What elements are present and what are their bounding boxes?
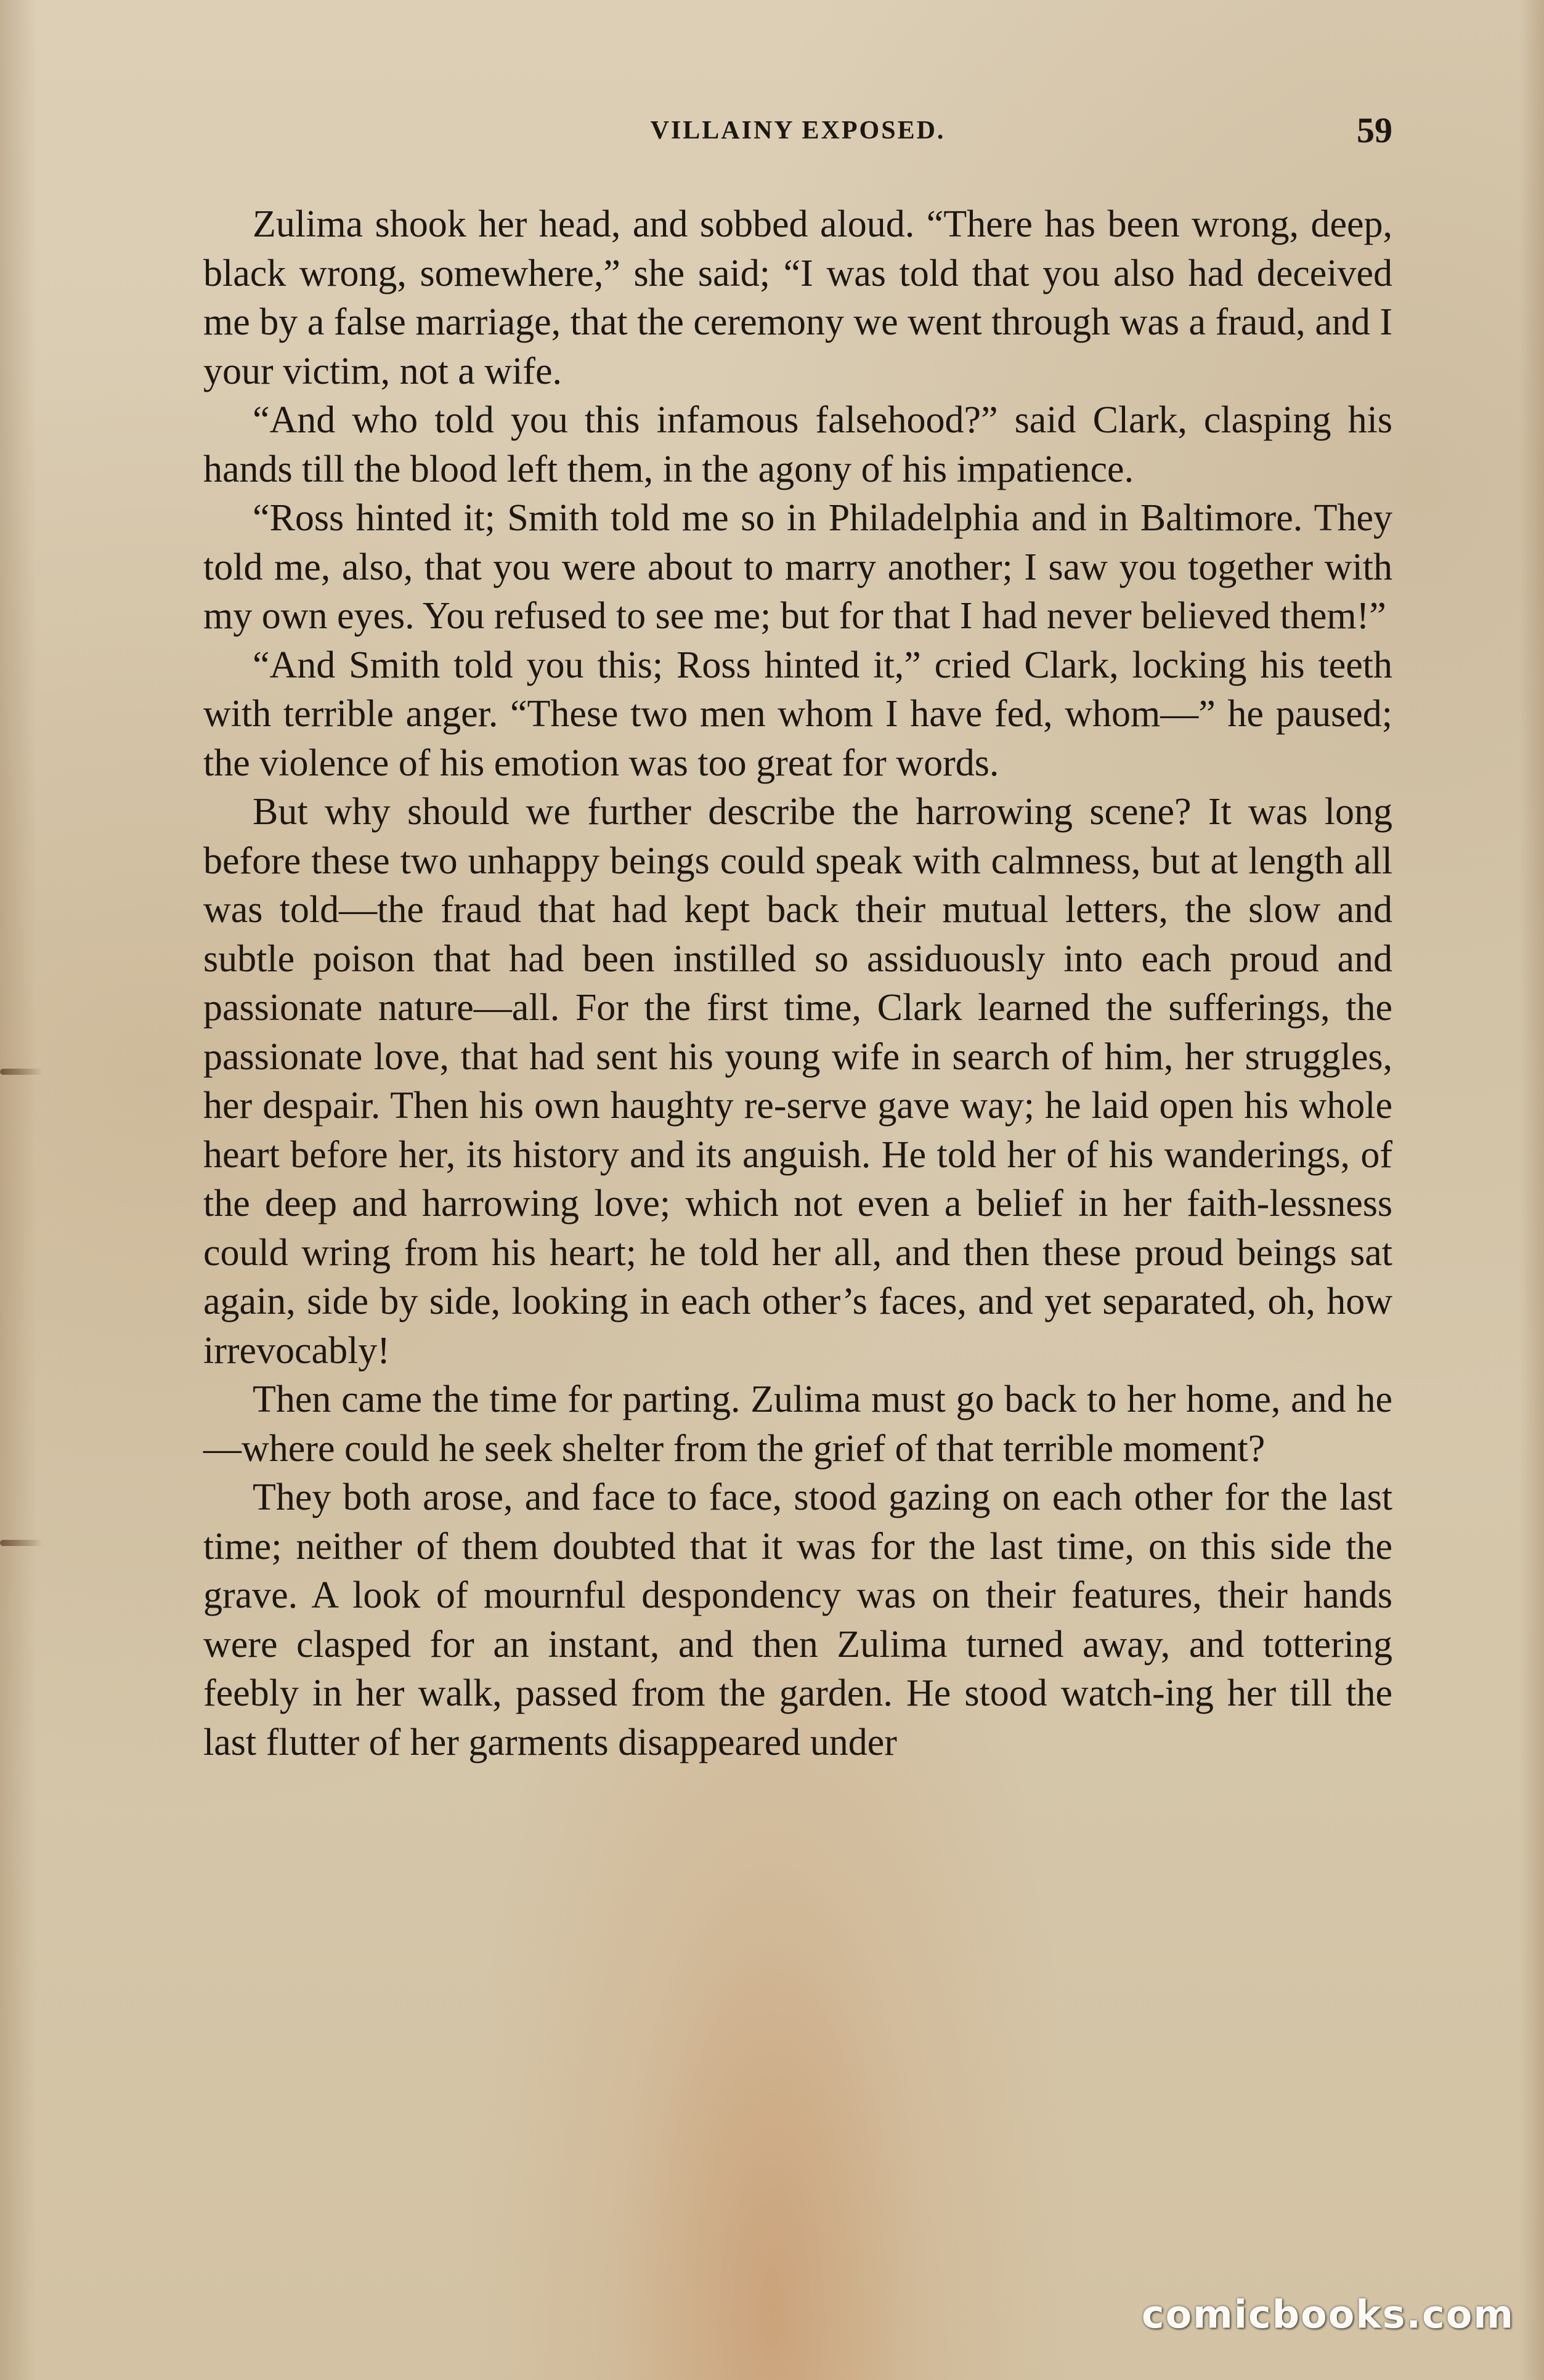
binding-mark: [0, 1069, 43, 1075]
paragraph: “And who told you this infamous falsehood?” said Clark, clasping his hands till the blood left them, in the agony of his impatience.: [203, 399, 1392, 490]
paragraph: “And Smith told you this; Ross hinted it,” cried Clark, locking his teeth with terrible anger. “These two men whom I have fed, whom—” he paused; the violence of his emotion was too great for words.: [203, 644, 1392, 784]
running-head: [203, 110, 1392, 153]
paragraph: They both arose, and face to face, stood gazing on each other for the last time; neither of them doubted that it was for the last time, on this side the grave. A look of mournful despondency was on their features, their hands were clasped for an instant, and then Zulima turned away, and tottering feebly in her walk, passed from the garden. He stood watch-ing her till the last flutter of her garments disappeared under: [203, 1476, 1392, 1763]
page-edge-left: [0, 0, 37, 2380]
page-edge-right: [1519, 0, 1544, 2380]
chapter-title: VILLAINY EXPOSED.: [650, 116, 946, 145]
paragraph: Then came the time for parting. Zulima must go back to her home, and he—where could he seek shelter from the grief of that terrible moment?: [203, 1378, 1392, 1470]
paragraph: “Ross hinted it; Smith told me so in Philadelphia and in Baltimore. They told me, also, that you were about to marry another; I saw you together with my own eyes. You refused to see me; but for that I had never believed them!”: [203, 497, 1392, 637]
binding-mark: [0, 1540, 43, 1546]
paragraph: But why should we further describe the harrowing scene? It was long before these two unhappy beings could speak with calmness, but at length all was told—the fraud that had kept back their mutual letters, the slow and subtle poison that had been instilled so assiduously into each proud and passionate nature—all. For the first time, Clark learned the sufferings, the passionate love, that had sent his young wife in search of him, her struggles, her despair. Then his own haughty re-serve gave way; he laid open his whole heart before her, its history and its anguish. He told her of his wanderings, of the deep and harrowing love; which not even a belief in her faith-lessness could wring from his heart; he told her all, and then these proud beings sat again, side by side, looking in each other’s faces, and yet separated, oh, how irrevocably!: [203, 791, 1392, 1372]
page-number: 59: [1357, 110, 1392, 150]
watermark: comicbooks.com: [1141, 2292, 1514, 2337]
body-text: [203, 200, 1392, 1767]
paragraph: Zulima shook her head, and sobbed aloud. “There has been wrong, deep, black wrong, somewhere,” she said; “I was told that you also had deceived me by a false marriage, that the ceremony we went through was a fraud, and I your victim, not a wife.: [203, 203, 1392, 392]
